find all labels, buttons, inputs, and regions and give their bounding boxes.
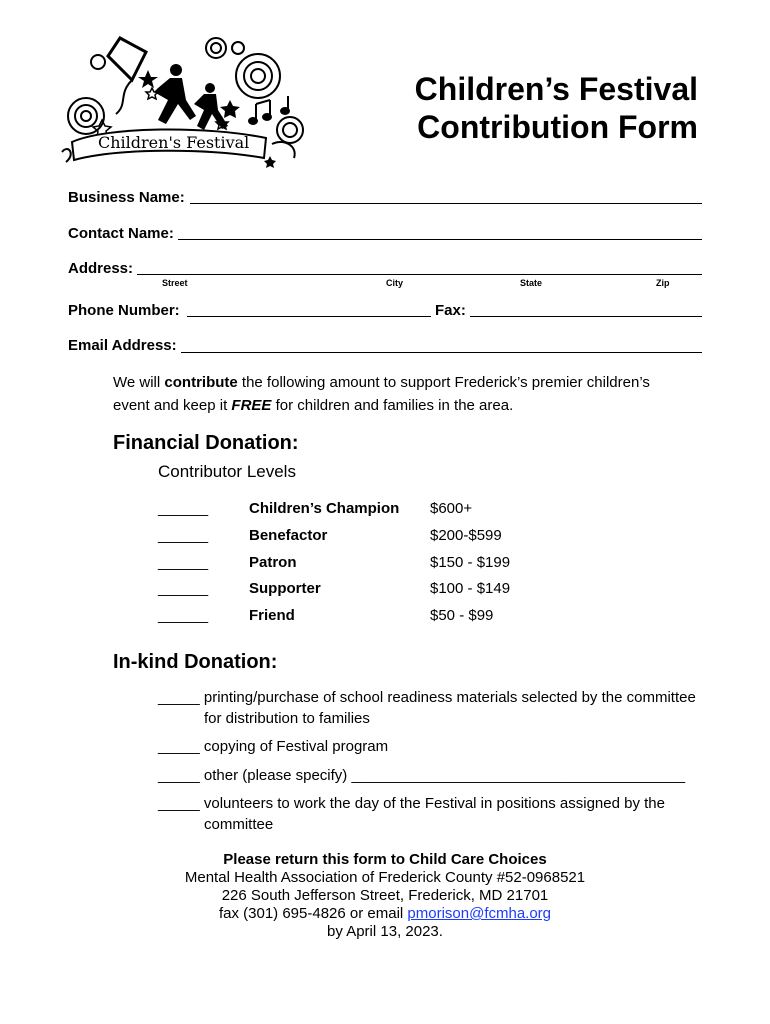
intro-paragraph — [113, 371, 713, 417]
contact-name-label: Contact Name: — [68, 225, 174, 242]
level-amount: $100 - $149 — [430, 580, 511, 597]
festival-logo — [58, 34, 320, 168]
fax-text: fax (301) 695-4826 or email — [218, 905, 408, 922]
deadline-line: by April 13, 2023. — [327, 923, 443, 940]
inkind-item[interactable] — [158, 765, 718, 786]
email-label: Email Address: — [68, 337, 177, 354]
email-link[interactable]: pmorison@fcmha.org — [407, 905, 552, 922]
return-heading: Please return this form to Child Care Choices — [223, 851, 547, 868]
address-zip-caption: Zip — [656, 278, 670, 288]
inkind-item-line: for distribution to families — [204, 710, 370, 727]
contact-line — [100, 905, 670, 923]
intro-text-1: We will — [113, 374, 165, 391]
level-name: Supporter — [249, 580, 321, 597]
logo-text: Children's Festival — [98, 133, 250, 152]
address-field[interactable] — [137, 274, 702, 275]
financial-heading: Financial Donation: — [113, 432, 299, 454]
phone-field[interactable] — [187, 316, 431, 317]
return-instructions — [100, 851, 670, 941]
fax-label: Fax: — [435, 302, 466, 319]
level-blank[interactable]: ______ — [158, 607, 209, 624]
business-name-label: Business Name: — [68, 189, 185, 206]
intro-text-2: the following amount to support Frederick’s premier children’s — [237, 374, 650, 391]
address-state-caption: State — [520, 278, 543, 288]
organization-line: Mental Health Association of Frederick County #52-0968521 — [184, 869, 586, 886]
inkind-item[interactable] — [158, 736, 718, 757]
logo-artwork — [58, 34, 320, 168]
level-name: Friend — [249, 607, 295, 624]
address-label: Address: — [68, 260, 134, 277]
level-name: Children’s Champion — [249, 500, 400, 517]
level-amount: $200-$599 — [430, 527, 502, 544]
address-city-caption: City — [386, 278, 404, 288]
address-line: 226 South Jefferson Street, Frederick, MD 21701 — [221, 887, 549, 904]
title-line-1: Children’s Festival — [414, 71, 698, 107]
intro-text-4: for children and families in the area. — [271, 397, 514, 414]
contact-name-field[interactable] — [178, 239, 702, 240]
inkind-heading: In-kind Donation: — [113, 651, 278, 673]
level-amount: $50 - $99 — [430, 607, 494, 624]
level-amount: $150 - $199 — [430, 554, 511, 571]
intro-text-3: event and keep it — [113, 397, 232, 414]
level-name: Benefactor — [249, 527, 328, 544]
form-title — [360, 70, 698, 146]
inkind-item-line: _____ printing/purchase of school readiness materials selected by the committee — [158, 689, 696, 706]
intro-contribute: contribute — [164, 374, 238, 391]
fax-field[interactable] — [470, 316, 702, 317]
inkind-item-line: committee — [204, 816, 274, 833]
level-blank[interactable]: ______ — [158, 500, 209, 517]
phone-label: Phone Number: — [68, 302, 180, 319]
level-blank[interactable]: ______ — [158, 580, 209, 597]
level-blank[interactable]: ______ — [158, 527, 209, 544]
inkind-item-line: _____ other (please specify) ________________________________________ — [158, 767, 686, 784]
address-street-caption: Street — [162, 278, 188, 288]
title-line-2: Contribution Form — [417, 109, 698, 145]
level-name: Patron — [249, 554, 297, 571]
level-blank[interactable]: ______ — [158, 554, 209, 571]
level-amount: $600+ — [430, 500, 473, 517]
inkind-item[interactable] — [158, 793, 718, 835]
inkind-item-line: _____ copying of Festival program — [158, 738, 389, 755]
inkind-item[interactable] — [158, 687, 718, 729]
intro-free: FREE — [231, 397, 272, 414]
inkind-item-line: _____ volunteers to work the day of the Festival in positions assigned by the — [158, 795, 665, 812]
business-name-field[interactable] — [190, 203, 702, 204]
email-field[interactable] — [181, 352, 702, 353]
contributor-levels-heading: Contributor Levels — [158, 462, 296, 481]
